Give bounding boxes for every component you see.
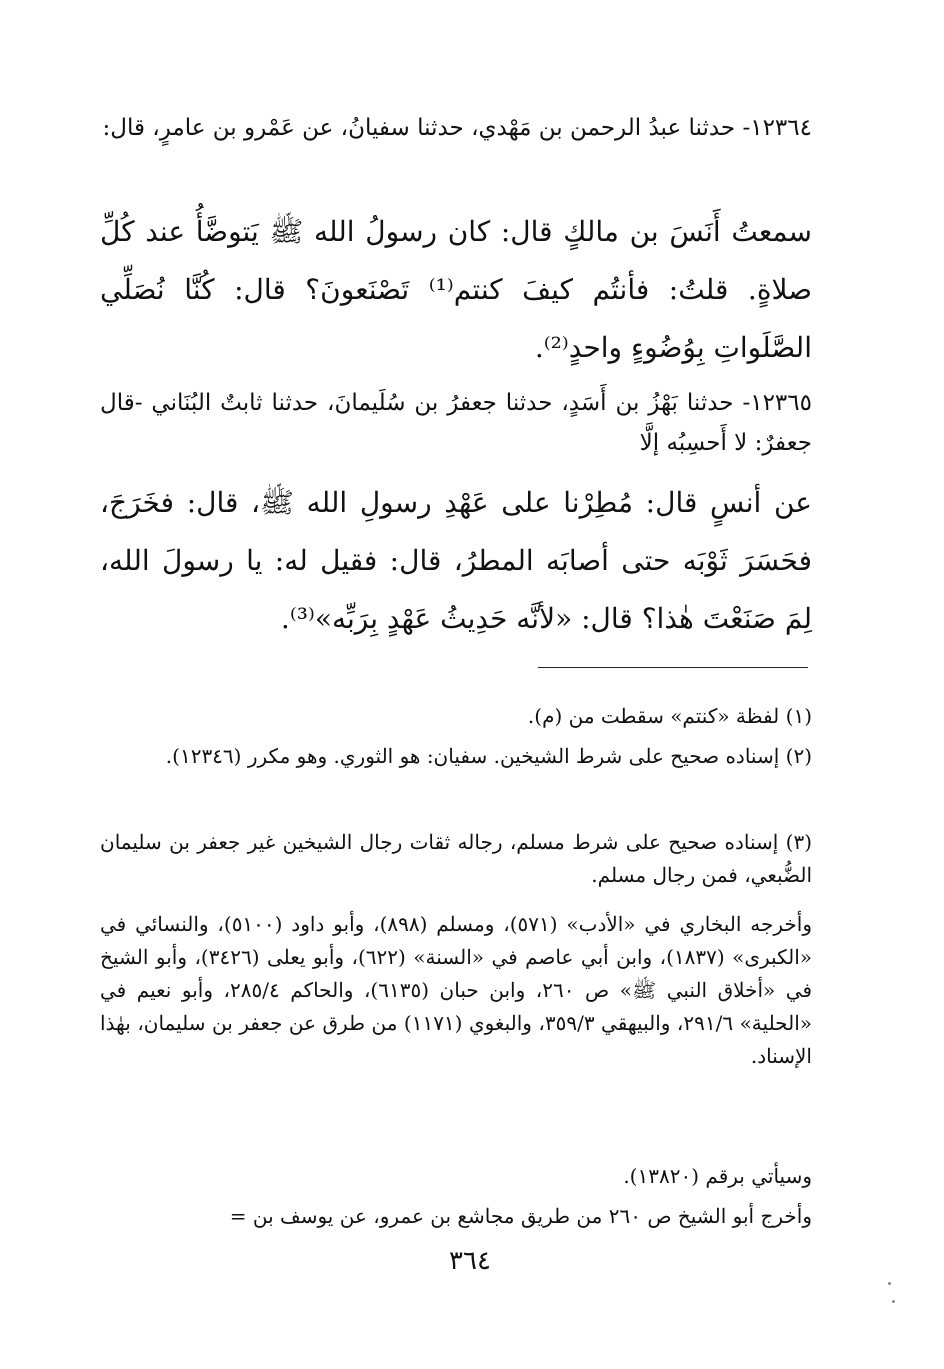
- page-number: ٣٦٤: [449, 1246, 491, 1276]
- hadith-12365-matn: عن أنسٍ قال: مُطِرْنا على عَهْدِ رسولِ الله ﷺ، قال: فخَرَجَ، فحَسَرَ ثَوْبَه حتى أصابَه المطرُ، قال: فقيل له: يا رسولَ الله، لِمَ صَنَعْتَ هٰذا؟ قال: «لأنَّه حَدِيثُ عَهْدٍ بِرَبِّه»⁽³⁾.: [100, 486, 812, 635]
- footnote-3: (٣) إسناده صحيح على شرط مسلم، رجاله ثقات رجال الشيخين غير جعفر بن سليمان الضُّبعي، فمن رجال مسلم.: [100, 830, 812, 887]
- footnote-separator: [538, 667, 808, 668]
- footnote-3-cross-reference: وسيأتي برقم (١٣٨٢٠).: [623, 1164, 812, 1188]
- hadith-12364-isnad: ١٢٣٦٤- حدثنا عبدُ الرحمن بن مَهْدي، حدثنا سفيانُ، عن عَمْرو بن عامرٍ، قال:: [102, 115, 812, 141]
- scan-speck: [888, 1282, 891, 1285]
- hadith-12365-isnad: ١٢٣٦٥- حدثنا بَهْزُ بن أَسَدٍ، حدثنا جعفرُ بن سُلَيمانَ، حدثنا ثابتٌ البُنَاني -قال جعفرٌ: لا أَحسِبُه إلَّا: [100, 390, 812, 456]
- scan-speck: [892, 1300, 895, 1303]
- footnote-1: (١) لفظة «كنتم» سقطت من (م).: [527, 704, 812, 728]
- footnote-2: (٢) إسناده صحيح على شرط الشيخين. سفيان: هو الثوري. وهو مكرر (١٢٣٤٦).: [165, 744, 812, 768]
- footnote-3-takhrij: وأخرجه البخاري في «الأدب» (٥٧١)، ومسلم (٨٩٨)، وأبو داود (٥١٠٠)، والنسائي في «الكبرى» (١٨٣٧)، وابن أبي عاصم في «السنة» (٦٢٢)، وأبو يعلى (٣٤٢٦)، وأبو الشيخ في «أخلاق النبي ﷺ» ص ٢٦٠، وابن حبان (٦١٣٥)، والحاكم ٢٨٥/٤، وأبو نعيم في «الحلية» ٢٩١/٦، والبيهقي ٣٥٩/٣، والبغوي (١١٧١) من طرق عن جعفر بن سليمان، بهٰذا الإسناد.: [100, 912, 813, 1068]
- footnote-3-continued: وأخرج أبو الشيخ ص ٢٦٠ من طريق مجاشع بن عمرو، عن يوسف بن =: [229, 1204, 812, 1228]
- hadith-12364-matn: سمعتُ أَنَسَ بن مالكٍ قال: كان رسولُ الله ﷺ يَتوضَّأُ عند كُلِّ صلاةٍ. قلتُ: فأنتُم كيفَ كنتم⁽¹⁾ تَصْنَعونَ؟ قال: كُنَّا نُصَلِّي الصَّلَواتِ بِوُضُوءٍ واحدٍ⁽²⁾.: [100, 215, 812, 364]
